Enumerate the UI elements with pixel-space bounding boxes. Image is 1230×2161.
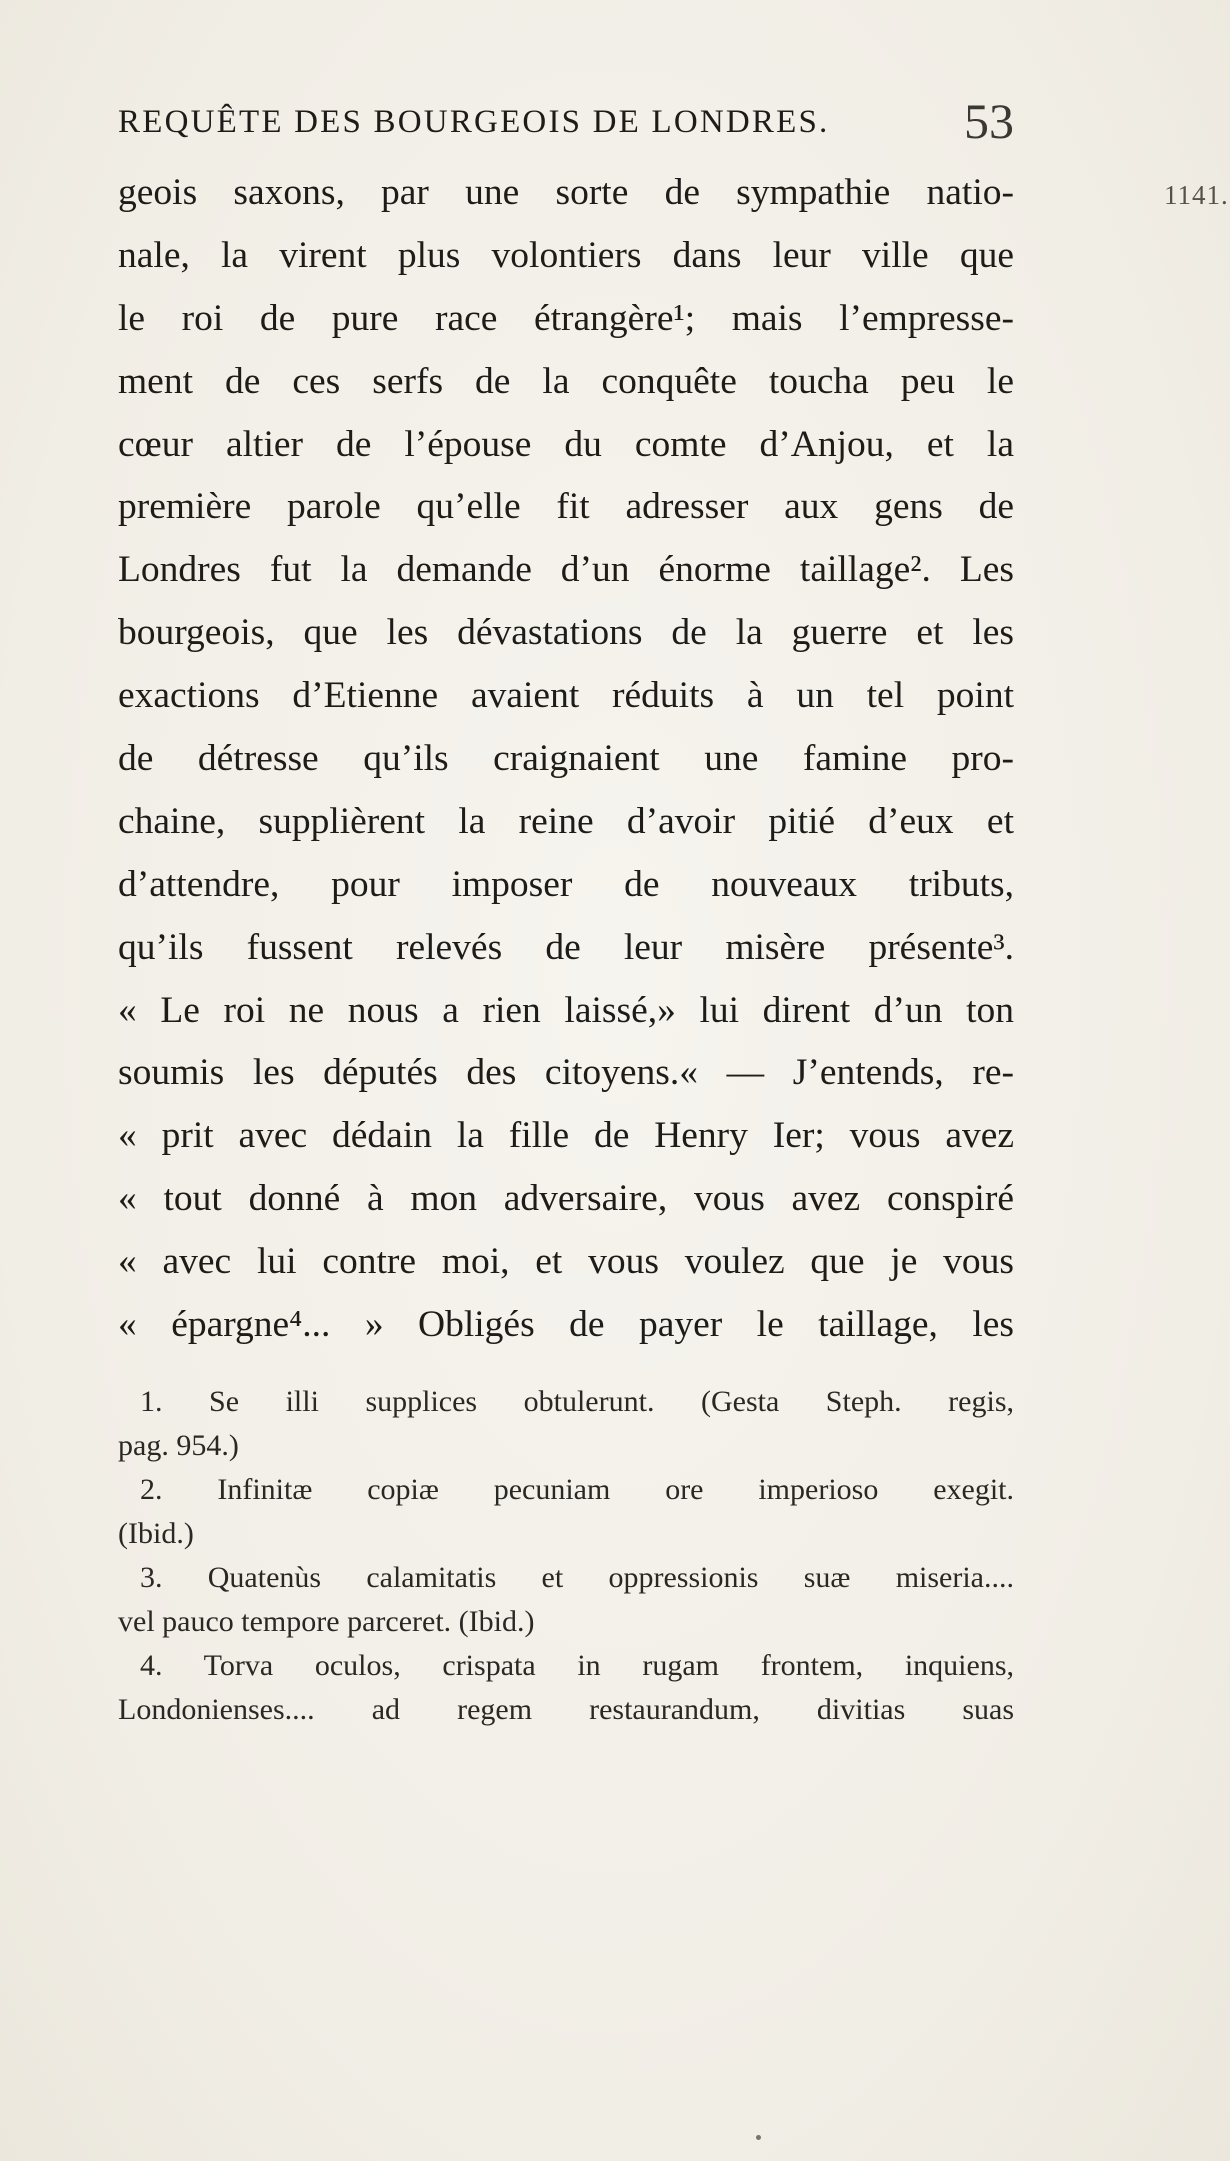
footnote-line: 2. Infinitæ copiæ pecuniam ore imperioso exegit. <box>140 1473 1014 1506</box>
footnote-line: vel pauco tempore parceret. (Ibid.) <box>118 1605 535 1638</box>
page-number: 53 <box>964 93 1014 149</box>
text-line: nale, la virent plus volontiers dans leur ville que <box>118 234 1014 276</box>
running-title: REQUÊTE DES BOURGEOIS DE LONDRES. <box>118 104 830 140</box>
paper-speck <box>756 2135 761 2140</box>
footnotes <box>118 1380 1014 1732</box>
text-line: qu’ils fussent relevés de leur misère présente³. <box>118 926 1014 968</box>
text-line: exactions d’Etienne avaient réduits à un tel point <box>118 675 1014 717</box>
text-line: cœur altier de l’épouse du comte d’Anjou, et la <box>118 423 1014 465</box>
text-line: première parole qu’elle fit adresser aux gens de <box>118 486 1014 528</box>
text-line: d’attendre, pour imposer de nouveaux tributs, <box>118 863 1014 905</box>
text-line: Londres fut la demande d’un énorme taillage². Les <box>118 549 1014 591</box>
footnote-line: Londonienses.... ad regem restaurandum, divitias suas <box>118 1693 1014 1726</box>
text-line: soumis les députés des citoyens.« — J’entends, re- <box>118 1052 1014 1094</box>
footnote-line: (Ibid.) <box>118 1517 194 1550</box>
text-line: le roi de pure race étrangère¹; mais l’empresse- <box>118 297 1014 339</box>
text-line: « avec lui contre moi, et vous voulez que je vous <box>118 1241 1014 1283</box>
text-line: ment de ces serfs de la conquête toucha peu le <box>118 360 1014 402</box>
text-line: « Le roi ne nous a rien laissé,» lui dirent d’un ton <box>118 989 1014 1031</box>
text-line: chaine, supplièrent la reine d’avoir pitié d’eux et <box>118 800 1014 842</box>
text-line: de détresse qu’ils craignaient une famine pro- <box>118 738 1014 780</box>
footnote-line: 4. Torva oculos, crispata in rugam frontem, inquiens, <box>140 1649 1014 1682</box>
page-header <box>118 93 1014 156</box>
footnote-line: 3. Quatenùs calamitatis et oppressionis suæ miseria.... <box>140 1561 1014 1594</box>
text-line: bourgeois, que les dévastations de la guerre et les <box>118 612 1014 654</box>
body-text <box>118 162 1014 1357</box>
footnote-line: 1. Se illi supplices obtulerunt. (Gesta Steph. regis, <box>140 1385 1014 1418</box>
margin-year-note: 1141. <box>1164 180 1229 210</box>
text-line: « tout donné à mon adversaire, vous avez conspiré <box>118 1178 1014 1220</box>
text-line: geois saxons, par une sorte de sympathie natio- <box>118 172 1014 213</box>
footnote-line: pag. 954.) <box>118 1429 239 1462</box>
text-line: « épargne⁴... » Obligés de payer le taillage, les <box>118 1304 1014 1346</box>
text-line: « prit avec dédain la fille de Henry Ier; vous avez <box>118 1115 1014 1157</box>
